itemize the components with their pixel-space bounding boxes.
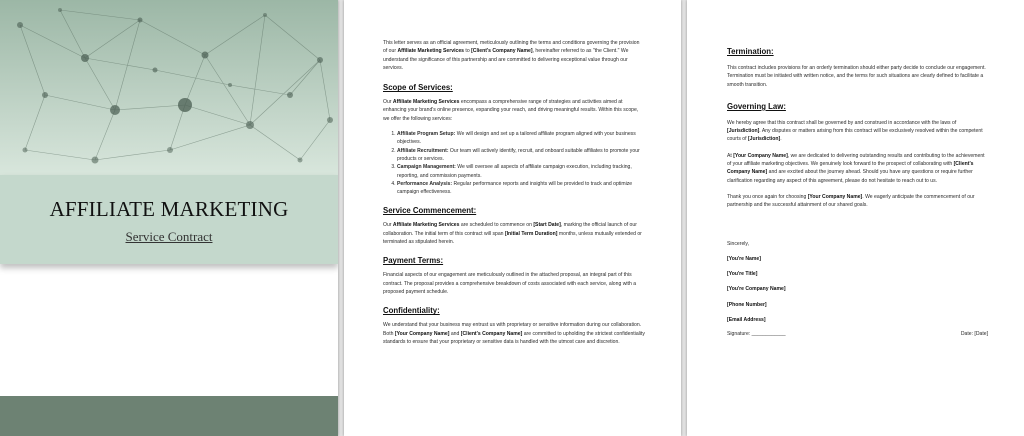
- text-run: [Client's Company Name]: [460, 330, 523, 337]
- company-field: [727, 285, 988, 293]
- list-item: [397, 180, 645, 197]
- cover-title: AFFILIATE MARKETING: [49, 197, 289, 221]
- service-text: Regular performance reports and insights will be provided to track and optimize campaign effectiveness.: [397, 180, 633, 196]
- text-run: are committed to upholding the strictest confidentiality standards to ensure that your proprietary or sensitive data is handled with the utmost care and discretion.: [383, 330, 645, 345]
- scope-heading: Scope of Services:: [383, 83, 453, 93]
- signature-label: Signature: ____________: [727, 331, 786, 338]
- list-item: [397, 130, 645, 147]
- contract-page-3: [687, 0, 1024, 436]
- termination-heading: Termination:: [727, 47, 774, 56]
- payment-paragraph: Financial aspects of our engagement are meticulously outlined in the attached proposal, an integral part of this contract. The proposal provides a comprehensive breakdown of costs associated with each service, along with a proposed payment schedule.: [383, 272, 637, 295]
- service-label: Affiliate Recruitment:: [397, 147, 449, 154]
- text-run: are scheduled to commence on: [459, 222, 534, 229]
- text-run: [You're Company Name]: [727, 286, 786, 293]
- text-run: [Your Company Name]: [394, 330, 450, 337]
- text-run: encompass a comprehensive range of strategies and activities aimed at enhancing your brand's online presence, expanding your reach, and driving meaningful results. Within this scope, we offer the following services:: [383, 99, 639, 122]
- governing-law-heading: Governing Law:: [727, 101, 786, 111]
- text-run: Affiliate Marketing Services: [392, 99, 460, 106]
- text-run: and are excited about the journey ahead. Should you have any questions or require further clarification regarding any aspect of this agreement, please do not hesitate to reach out to us.: [727, 169, 973, 184]
- service-text: We will design and set up a tailored affiliate program aligned with your business objectives.: [397, 131, 636, 146]
- text-run: to: [463, 48, 472, 55]
- text-run: [Client's Company Name]: [471, 48, 533, 55]
- cover-title-band: [0, 175, 338, 264]
- date-label: Date: [Date]: [960, 331, 988, 338]
- text-run: [Start Date]: [533, 222, 561, 229]
- text-run: This letter serves as an official agreement, meticulously outlining the terms and conditions governing the provision of our: [383, 40, 640, 55]
- text-run: Affiliate Marketing Services: [397, 48, 464, 55]
- commencement-paragraph: [383, 221, 645, 246]
- scope-paragraph: [383, 98, 645, 123]
- text-run: , marking the official launch of our collaboration. The initial term of this contract will span: [383, 222, 637, 237]
- text-run: , we are dedicated to delivering outstanding results and contributing to the achievement of your affiliate marketing objectives. We genuinely look forward to the prospect of collaborating with: [727, 152, 985, 168]
- list-item: [397, 163, 645, 180]
- service-text: Our team will actively identify, recruit, and onboard suitable affiliates to promote your products or services.: [397, 147, 640, 162]
- text-run: [Initial Term Duration]: [504, 230, 558, 237]
- text-run: Our: [383, 222, 393, 229]
- text-run: Thank you once again for choosing: [727, 193, 808, 200]
- intro-paragraph: [383, 39, 645, 72]
- commitment-paragraph: [727, 152, 988, 185]
- confidentiality-heading: Confidentiality:: [383, 306, 440, 316]
- text-run: [You're Title]: [727, 271, 758, 278]
- text-run: [You're Name]: [727, 255, 761, 262]
- name-field: [727, 255, 988, 263]
- text-run: [Jurisdiction]: [727, 128, 760, 135]
- phone-field: [727, 301, 988, 309]
- cover-footer-band: [0, 396, 338, 436]
- text-run: [Your Company Name]: [807, 193, 863, 200]
- text-run: We understand that your business may entrust us with proprietary or sensitive information during our collaboration. Both: [383, 322, 642, 337]
- termination-paragraph: This contract includes provisions for an orderly termination should either party decide to conclude our engagement. Termination must be initiated with written notice, and the terms for such situations are clearly defined to facilitate a smooth transition.: [727, 65, 986, 88]
- title-field: [727, 270, 988, 278]
- governing-law-paragraph: [727, 119, 988, 144]
- list-item: [397, 147, 645, 164]
- service-text: We will oversee all aspects of affiliate campaign execution, including tracking, reporting, and commission payments.: [397, 164, 632, 179]
- text-run: Our: [383, 99, 393, 106]
- text-run: [Client's Company Name]: [727, 161, 974, 176]
- payment-heading: Payment Terms:: [383, 256, 444, 266]
- service-label: Performance Analysis:: [397, 180, 453, 187]
- cover-page: [0, 0, 338, 436]
- text-run: [Jurisdiction]: [747, 136, 781, 143]
- confidentiality-paragraph: [383, 321, 645, 346]
- text-run: [Email Address]: [727, 317, 766, 324]
- signature-row: [727, 331, 988, 337]
- text-run: .: [780, 136, 782, 143]
- text-run: . We eagerly anticipate the commencement of our partnership and the successful attainment of our shared goals.: [727, 193, 975, 209]
- text-run: We hereby agree that this contract shall be governed by and construed in accordance with the laws of: [727, 119, 957, 126]
- text-run: At: [727, 152, 734, 159]
- contract-page-2: [344, 0, 681, 436]
- text-run: Affiliate Marketing Services: [392, 222, 460, 229]
- closing-text: Sincerely,: [727, 240, 749, 247]
- text-run: and: [449, 330, 461, 337]
- email-field: [727, 316, 988, 324]
- service-label: Affiliate Program Setup:: [397, 131, 456, 138]
- cover-subtitle: Service Contract: [125, 229, 213, 244]
- text-run: [Phone Number]: [727, 301, 767, 308]
- text-run: . Any disputes or matters arising from this contract will be exclusively resolved within the competent courts of: [727, 128, 983, 143]
- text-run: , hereinafter referred to as "the Client." We understand the significance of this partnership and are committed to delivering exceptional value through our services.: [383, 48, 629, 71]
- text-run: months, unless mutually extended or terminated as stipulated herein.: [383, 230, 642, 246]
- service-label: Campaign Management:: [397, 164, 456, 171]
- services-list: [383, 130, 645, 196]
- commencement-heading: Service Commencement:: [383, 206, 477, 216]
- thanks-paragraph: [727, 193, 988, 210]
- text-run: [Your Company Name]: [733, 152, 788, 159]
- network-background-image: [0, 0, 338, 175]
